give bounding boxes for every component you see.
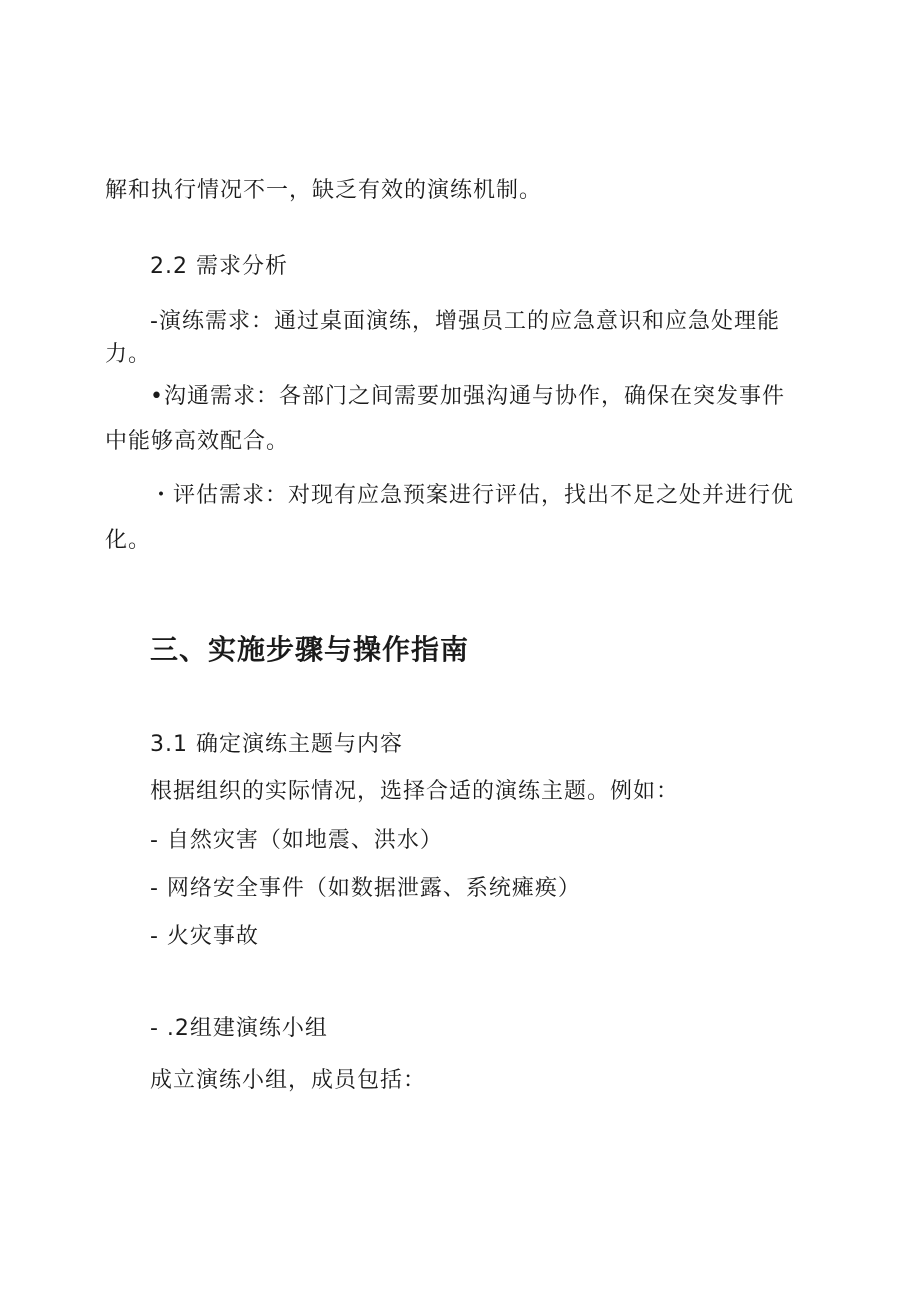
section-title-2-2: 2.2 需求分析	[150, 254, 288, 279]
section-title-3-2: - .2组建演练小组	[150, 1016, 328, 1041]
communication-needs-line-2: 中能够高效配合。	[105, 429, 290, 454]
drill-needs-line-2: 力。	[105, 342, 152, 367]
drill-needs-line-1: -演练需求：通过桌面演练，增强员工的应急意识和应急处理能	[150, 309, 780, 334]
list-item: - 网络安全事件（如数据泄露、系统瘫痪）	[150, 876, 581, 901]
team-intro: 成立演练小组，成员包括：	[150, 1068, 427, 1093]
evaluation-needs-line-1: ・评估需求：对现有应急预案进行评估，找出不足之处并进行优	[150, 483, 795, 508]
list-item: - 火灾事故	[150, 924, 259, 949]
paragraph-continuation: 解和执行情况不一，缺乏有效的演练机制。	[105, 178, 543, 203]
theme-intro: 根据组织的实际情况，选择合适的演练主题。例如：	[150, 779, 680, 804]
section-title-3-1: 3.1 确定演练主题与内容	[150, 732, 403, 757]
chapter-heading-3: 三、实施步骤与操作指南	[150, 633, 470, 666]
evaluation-needs-line-2: 化。	[105, 528, 152, 553]
list-item: - 自然灾害（如地震、洪水）	[150, 828, 443, 853]
communication-needs-line-1: •沟通需求：各部门之间需要加强沟通与协作，确保在突发事件	[150, 384, 785, 409]
